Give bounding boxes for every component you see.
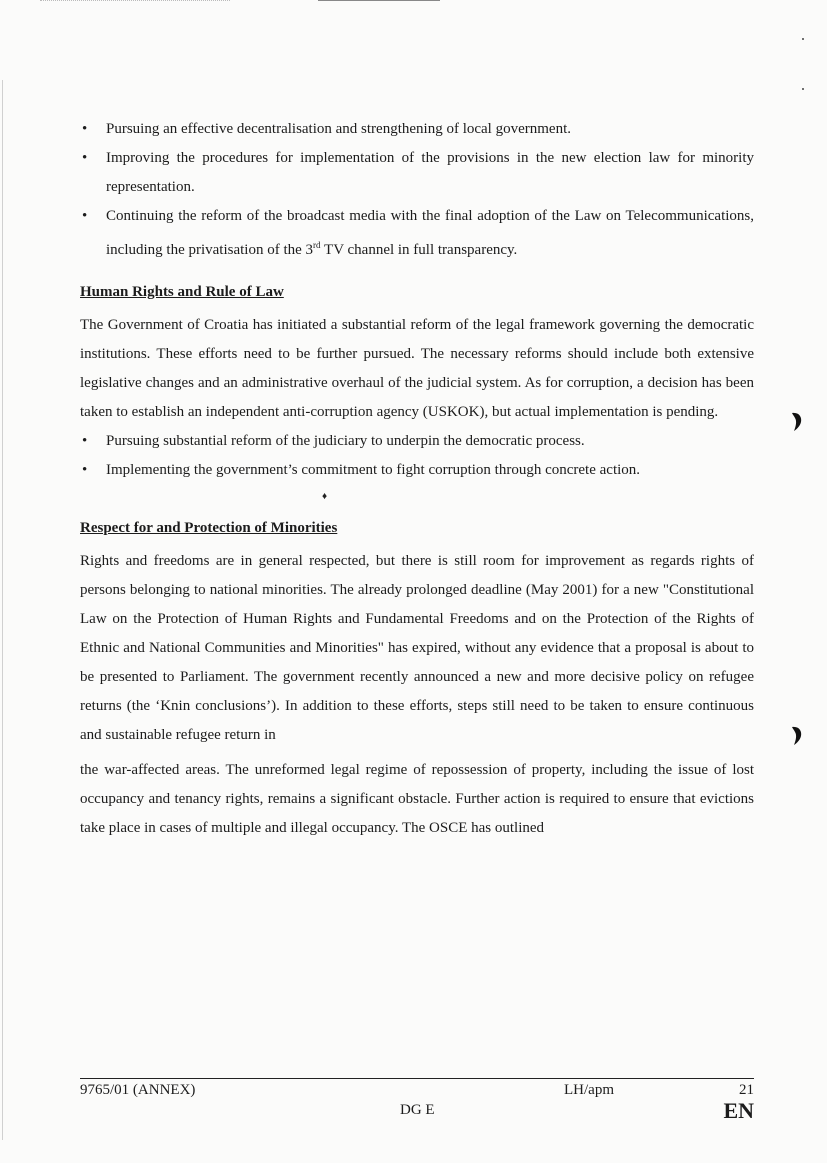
footer-rule (80, 1078, 754, 1079)
section-heading-minorities: Respect for and Protection of Minorities (80, 520, 338, 536)
scan-artifact-top-line (318, 0, 440, 1)
bullet-item (80, 427, 754, 456)
superscript-ordinal: rd (313, 240, 321, 250)
scan-artifact-top-dots (40, 0, 230, 2)
human-rights-paragraph: The Government of Croatia has initiated a substantial reform of the legal framework governing the democratic institutions. These efforts need to be further pursued. The necessary reforms should include both extensive legislative changes and an administrative overhaul of the judicial system. As for corruption, a decision has been taken to establish an independent anti-corruption agency (USKOK), but actual implementation is pending. (80, 317, 754, 420)
punch-hole-mark (790, 724, 804, 746)
bullet-item (80, 144, 754, 202)
bullet-item (80, 456, 754, 485)
bullet-text: Improving the procedures for implementation of the provisions in the new election law for minority representation. (106, 150, 754, 195)
scan-artifact-dot (802, 88, 804, 90)
footer-directorate: DG E (400, 1102, 435, 1118)
punch-hole-mark (790, 410, 804, 432)
bullet-list-human-rights (80, 427, 754, 485)
minorities-paragraph-2: the war-affected areas. The unreformed legal regime of repossession of property, including the issue of lost occupancy and tenancy rights, remains a significant obstacle. Further action is required to ensure that evictions take place in cases of multiple and illegal occupancy. The OSCE has outlined (80, 762, 754, 836)
footer-page-number: 21 (739, 1082, 754, 1098)
bullet-text: Continuing the reform of the broadcast media with the final adoption of the Law on Telecommunications, including the privatisation of the 3 (106, 208, 754, 258)
footer-author-reference: LH/apm (564, 1082, 614, 1098)
footer-language-code: EN (723, 1098, 754, 1123)
section-heading-human-rights: Human Rights and Rule of Law (80, 284, 284, 300)
bullet-text: Pursuing substantial reform of the judiciary to underpin the democratic process. (106, 433, 585, 449)
bullet-item (80, 115, 754, 144)
minorities-paragraph-1: Rights and freedoms are in general respected, but there is still room for improvement as regards rights of persons belonging to national minorities. The already prolonged deadline (May 2001) for a new "Constitutional Law on the Protection of Human Rights and Fundamental Freedoms and on the Protection of the Rights of Ethnic and National Communities and Minorities" has expired, without any evidence that a proposal is about to be presented to Parliament. The government recently announced a new and more decisive policy on refugee returns (the ‘Knin conclusions’). In addition to these efforts, steps still need to be taken to ensure continuous and sustainable refugee return in (80, 553, 754, 743)
scan-artifact-left-edge (2, 80, 3, 1140)
bullet-list-top (80, 115, 754, 265)
bullet-text: Pursuing an effective decentralisation and strengthening of local government. (106, 121, 571, 137)
bullet-text: TV channel in full transparency. (320, 242, 518, 258)
bullet-item (80, 202, 754, 265)
scan-artifact-dot (802, 38, 804, 40)
bullet-text: Implementing the government’s commitment to fight corruption through concrete action. (106, 462, 641, 478)
scan-artifact-mark: ♦ (322, 491, 328, 502)
footer-document-reference: 9765/01 (ANNEX) (80, 1082, 196, 1098)
main-content (80, 115, 754, 843)
